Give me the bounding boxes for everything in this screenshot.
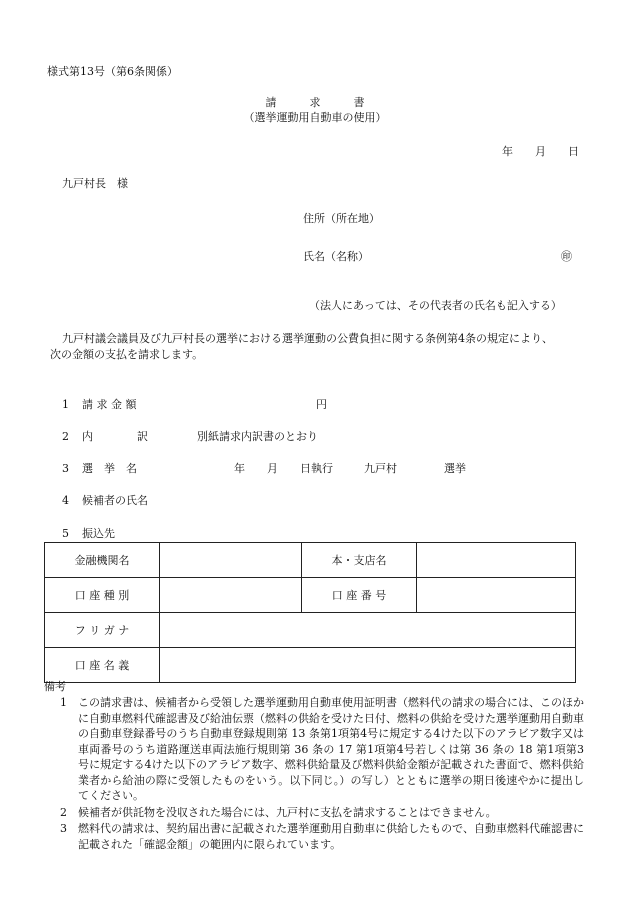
- election-date: 年 月 日執行: [234, 462, 333, 475]
- item-candidate: [62, 494, 562, 510]
- item-amount: [62, 398, 562, 414]
- remarks-section: [44, 680, 584, 852]
- table-row: [45, 578, 576, 613]
- form-subtitle: （選挙運動用自動車の使用）: [243, 111, 387, 124]
- remark-item: [44, 695, 584, 804]
- item-number: 5: [62, 527, 69, 540]
- breakdown-value: 別紙請求内訳書のとおり: [197, 430, 318, 443]
- form-number: 様式第13号（第6条関係）: [47, 65, 178, 78]
- election-village: 九戸村: [364, 462, 397, 475]
- table-row: [45, 648, 576, 683]
- item-transfer: [62, 527, 562, 543]
- account-holder-label: 口 座 名 義: [45, 648, 160, 683]
- date-line: 年 月 日: [502, 145, 579, 158]
- branch-field[interactable]: [417, 543, 576, 578]
- name-label: 氏名（名称）: [303, 250, 369, 263]
- item-label: 請 求 金 額: [82, 398, 137, 411]
- seal-mark: ㊞: [561, 250, 572, 263]
- account-type-label: 口 座 種 別: [45, 578, 160, 613]
- intro-line-1: 九戸村議会議員及び九戸村長の選挙における選挙運動の公費負担に関する条例第4条の規定により、: [62, 332, 553, 345]
- bank-name-label: 金融機関名: [45, 543, 160, 578]
- bank-transfer-table: [44, 542, 576, 683]
- remark-text: この請求書は、候補者から受領した選挙運動用自動車使用証明書（燃料代の請求の場合には、このほかに自動車燃料代確認書及び給油伝票（燃料の供給を受けた日付、燃料の供給を受けた選挙運動用自動車の自動車登録番号のうち自動車登録規則第 13 条第1項第4号に規定する4けた以下のアラビア数字又は車両番号のうち道路運送車両法施行規則第 36 条の 17 第1項第4号若しくは第 36 条の 18 第1項第3号に規定する4けた以下のアラビア数字、燃料供給量及び燃料供給金額が記載された書面で、燃料供給業者から給油の際に受領したものをいう。以下同じ。）の写し）とともに選挙の期日後速やかに提出してください。: [78, 696, 584, 802]
- intro-line-2: 次の金額の支払を請求します。: [50, 348, 204, 361]
- account-holder-field[interactable]: [160, 648, 576, 683]
- item-number: 3: [62, 462, 69, 475]
- election-suffix: 選挙: [444, 462, 466, 475]
- branch-label: 本・支店名: [302, 543, 417, 578]
- remark-text: 燃料代の請求は、契約届出書に記載された選挙運動用自動車に供給したもので、自動車燃料代確認書に記載された「確認金額」の範囲内に限られています。: [78, 822, 584, 851]
- item-breakdown: [62, 430, 562, 446]
- account-number-label: 口 座 番 号: [302, 578, 417, 613]
- remark-item: [44, 805, 584, 821]
- remark-number: 2: [60, 805, 67, 819]
- item-number: 2: [62, 430, 69, 443]
- remarks-title: 備考: [44, 680, 66, 693]
- item-election: [62, 462, 562, 478]
- remark-number: 3: [60, 822, 67, 835]
- item-number: 4: [62, 494, 69, 507]
- form-title: 請 求 書: [265, 96, 365, 109]
- yen-unit: 円: [316, 398, 327, 411]
- bank-name-field[interactable]: [160, 543, 302, 578]
- account-type-field[interactable]: [160, 578, 302, 613]
- addressee: 九戸村長 様: [62, 177, 128, 190]
- remark-number: 1: [60, 696, 67, 709]
- item-number: 1: [62, 398, 69, 411]
- address-label: 住所（所在地）: [303, 212, 380, 225]
- item-label: 選 挙 名: [82, 462, 137, 475]
- item-label: 候補者の氏名: [82, 494, 148, 507]
- remark-item: [44, 821, 584, 852]
- account-number-field[interactable]: [417, 578, 576, 613]
- corporate-note: （法人にあっては、その代表者の氏名も記入する）: [309, 299, 562, 312]
- table-row: [45, 543, 576, 578]
- furigana-label: フ リ ガ ナ: [45, 613, 160, 648]
- item-label: 内 訳: [82, 430, 148, 443]
- remark-text: 候補者が供託物を没収された場合には、九戸村に支払を請求することはできません。: [78, 805, 497, 819]
- furigana-field[interactable]: [160, 613, 576, 648]
- item-label: 振込先: [82, 527, 115, 540]
- table-row: [45, 613, 576, 648]
